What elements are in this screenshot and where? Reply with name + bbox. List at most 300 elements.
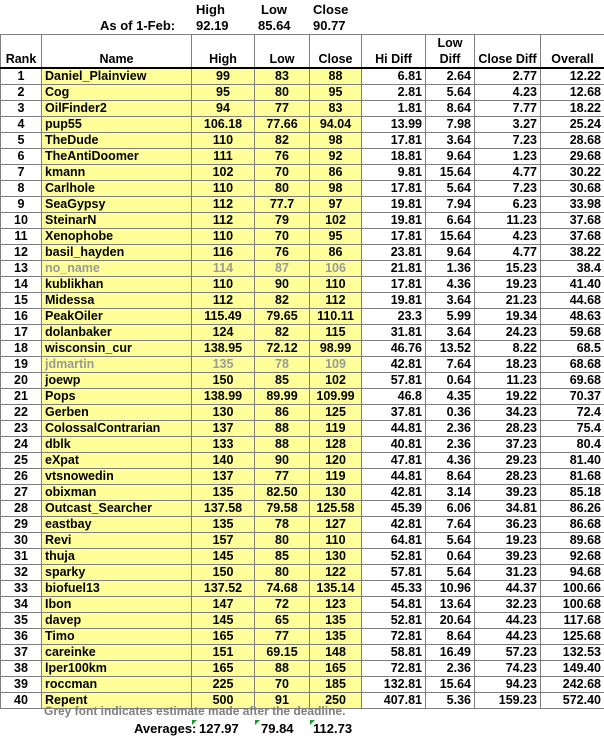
cell-hi-diff: 57.81 [362,565,426,581]
cell-low: 87 [255,261,310,277]
cell-overall: 18.22 [541,101,604,117]
cell-rank: 35 [1,613,42,629]
cell-close: 148 [310,645,362,661]
table-row [1,181,604,197]
table-row [1,341,604,357]
cell-hi-diff: 58.81 [362,645,426,661]
cell-hi-diff: 42.81 [362,517,426,533]
cell-rank: 21 [1,389,42,405]
cell-high: 99 [192,68,255,85]
cell-overall: 100.68 [541,597,604,613]
cell-close-diff: 19.22 [475,389,541,405]
cell-hi-diff: 23.3 [362,309,426,325]
cell-close: 102 [310,373,362,389]
cell-close-diff: 57.23 [475,645,541,661]
cell-name: Repent [42,693,192,709]
table-row [1,277,604,293]
cell-rank: 24 [1,437,42,453]
table-row [1,565,604,581]
ref-high-label: High [196,2,225,17]
cell-close: 165 [310,661,362,677]
header-close: Close [310,35,362,69]
cell-overall: 30.22 [541,165,604,181]
cell-name: eXpat [42,453,192,469]
cell-overall: 117.68 [541,613,604,629]
table-row [1,501,604,517]
average-low: 79.84 [261,721,294,736]
cell-name: lper100km [42,661,192,677]
cell-hi-diff: 132.81 [362,677,426,693]
cell-low: 72.12 [255,341,310,357]
cell-high: 110 [192,277,255,293]
cell-low-diff: 5.99 [426,309,475,325]
cell-rank: 12 [1,245,42,261]
average-high: 127.97 [199,721,239,736]
cell-low: 91 [255,693,310,709]
cell-overall: 132.53 [541,645,604,661]
cell-high: 137 [192,469,255,485]
cell-overall: 72.4 [541,405,604,421]
cell-rank: 34 [1,597,42,613]
cell-low-diff: 15.64 [426,677,475,693]
averages-row [0,720,604,738]
cell-low: 82 [255,133,310,149]
cell-rank: 4 [1,117,42,133]
cell-overall: 48.63 [541,309,604,325]
cell-high: 112 [192,197,255,213]
cell-hi-diff: 52.81 [362,549,426,565]
cell-name: davep [42,613,192,629]
table-row [1,117,604,133]
table-row [1,165,604,181]
cell-name: Revi [42,533,192,549]
cell-close-diff: 94.23 [475,677,541,693]
cell-close: 110 [310,277,362,293]
cell-low: 79.58 [255,501,310,517]
cell-high: 112 [192,213,255,229]
cell-low: 80 [255,533,310,549]
cell-high: 145 [192,549,255,565]
cell-low: 83 [255,68,310,85]
cell-close: 109 [310,357,362,373]
cell-close-diff: 6.23 [475,197,541,213]
cell-high: 135 [192,485,255,501]
cell-overall: 86.68 [541,517,604,533]
cell-name: wisconsin_cur [42,341,192,357]
cell-rank: 11 [1,229,42,245]
cell-low-diff: 5.64 [426,181,475,197]
ref-low-label: Low [261,2,287,17]
table-row [1,485,604,501]
cell-rank: 37 [1,645,42,661]
cell-name: SteinarN [42,213,192,229]
cell-close-diff: 39.23 [475,549,541,565]
cell-low-diff: 10.96 [426,581,475,597]
cell-high: 110 [192,229,255,245]
header-low: Low [255,35,310,69]
cell-high: 106.18 [192,117,255,133]
header-rank: Rank [1,35,42,69]
cell-low-diff: 4.35 [426,389,475,405]
cell-hi-diff: 19.81 [362,293,426,309]
cell-high: 138.95 [192,341,255,357]
cell-rank: 5 [1,133,42,149]
table-body [1,68,604,709]
cell-low-diff: 8.64 [426,101,475,117]
cell-hi-diff: 19.81 [362,197,426,213]
cell-low-diff: 5.64 [426,85,475,101]
cell-close-diff: 19.23 [475,533,541,549]
table-row [1,373,604,389]
cell-hi-diff: 18.81 [362,149,426,165]
cell-close: 119 [310,469,362,485]
cell-low-diff: 0.36 [426,405,475,421]
cell-rank: 26 [1,469,42,485]
cell-name: Xenophobe [42,229,192,245]
cell-rank: 27 [1,485,42,501]
cell-rank: 38 [1,661,42,677]
cell-hi-diff: 42.81 [362,485,426,501]
cell-low-diff: 2.36 [426,421,475,437]
cell-hi-diff: 64.81 [362,533,426,549]
cell-low-diff: 8.64 [426,629,475,645]
header-name: Name [42,35,192,69]
table-row [1,533,604,549]
table-row [1,133,604,149]
cell-rank: 17 [1,325,42,341]
cell-close: 130 [310,549,362,565]
cell-close: 110.11 [310,309,362,325]
cell-overall: 81.40 [541,453,604,469]
cell-rank: 33 [1,581,42,597]
cell-overall: 29.68 [541,149,604,165]
cell-name: OilFinder2 [42,101,192,117]
cell-high: 137.58 [192,501,255,517]
cell-hi-diff: 42.81 [362,357,426,373]
cell-close: 95 [310,85,362,101]
cell-high: 137 [192,421,255,437]
cell-low-diff: 6.06 [426,501,475,517]
cell-high: 135 [192,517,255,533]
cell-name: no_name [42,261,192,277]
cell-high: 95 [192,85,255,101]
cell-low: 76 [255,149,310,165]
cell-hi-diff: 47.81 [362,453,426,469]
table-row [1,469,604,485]
cell-low: 77.66 [255,117,310,133]
header-high: High [192,35,255,69]
cell-low-diff: 6.64 [426,213,475,229]
cell-rank: 30 [1,533,42,549]
cell-overall: 100.66 [541,581,604,597]
cell-overall: 81.68 [541,469,604,485]
cell-close: 102 [310,213,362,229]
cell-low: 82.50 [255,485,310,501]
cell-close-diff: 74.23 [475,661,541,677]
cell-close-diff: 1.23 [475,149,541,165]
cell-close: 120 [310,453,362,469]
cell-name: Daniel_Plainview [42,68,192,85]
cell-hi-diff: 17.81 [362,229,426,245]
cell-hi-diff: 31.81 [362,325,426,341]
cell-close-diff: 36.23 [475,517,541,533]
cell-low: 89.99 [255,389,310,405]
cell-overall: 59.68 [541,325,604,341]
cell-rank: 32 [1,565,42,581]
cell-close-diff: 7.23 [475,133,541,149]
cell-close-diff: 21.23 [475,293,541,309]
cell-close-diff: 32.23 [475,597,541,613]
cell-name: TheDude [42,133,192,149]
cell-name: PeakOiler [42,309,192,325]
cell-close: 106 [310,261,362,277]
cell-name: Midessa [42,293,192,309]
cell-hi-diff: 21.81 [362,261,426,277]
cell-high: 165 [192,661,255,677]
ref-close-value: 90.77 [313,18,346,33]
cell-high: 150 [192,373,255,389]
cell-hi-diff: 9.81 [362,165,426,181]
cell-name: Outcast_Searcher [42,501,192,517]
cell-high: 116 [192,245,255,261]
cell-hi-diff: 44.81 [362,421,426,437]
cell-close-diff: 37.23 [475,437,541,453]
table-row [1,597,604,613]
cell-close: 98 [310,133,362,149]
averages-label: Averages: [134,721,197,736]
table-row [1,453,604,469]
cell-rank: 28 [1,501,42,517]
cell-name: careinke [42,645,192,661]
cell-low-diff: 15.64 [426,165,475,181]
cell-low: 86 [255,405,310,421]
cell-close-diff: 11.23 [475,373,541,389]
cell-close-diff: 4.77 [475,165,541,181]
cell-name: Timo [42,629,192,645]
cell-rank: 25 [1,453,42,469]
cell-close-diff: 34.23 [475,405,541,421]
cell-close: 130 [310,485,362,501]
header-hi-diff: Hi Diff [362,35,426,69]
cell-close-diff: 28.23 [475,421,541,437]
cell-close: 97 [310,197,362,213]
cell-overall: 89.68 [541,533,604,549]
cell-high: 111 [192,149,255,165]
cell-high: 110 [192,181,255,197]
cell-name: Cog [42,85,192,101]
cell-hi-diff: 13.99 [362,117,426,133]
cell-close: 98.99 [310,341,362,357]
cell-low: 90 [255,277,310,293]
cell-rank: 40 [1,693,42,709]
table-row [1,581,604,597]
cell-close-diff: 19.23 [475,277,541,293]
table-row [1,437,604,453]
cell-low: 82 [255,325,310,341]
cell-overall: 37.68 [541,229,604,245]
cell-close: 92 [310,149,362,165]
cell-overall: 86.26 [541,501,604,517]
cell-high: 140 [192,453,255,469]
cell-hi-diff: 57.81 [362,373,426,389]
cell-overall: 69.68 [541,373,604,389]
cell-rank: 19 [1,357,42,373]
cell-overall: 38.22 [541,245,604,261]
ref-low-value: 85.64 [258,18,291,33]
cell-low-diff: 16.49 [426,645,475,661]
table-row [1,517,604,533]
cell-low: 69.15 [255,645,310,661]
cell-low-diff: 9.64 [426,149,475,165]
cell-hi-diff: 52.81 [362,613,426,629]
footnote: Grey font indicates estimate made after the deadline. [44,704,346,718]
cell-name: kublikhan [42,277,192,293]
cell-low: 77.7 [255,197,310,213]
cell-close-diff: 24.23 [475,325,541,341]
table-row [1,325,604,341]
cell-close: 135.14 [310,581,362,597]
cell-close: 119 [310,421,362,437]
cell-overall: 94.68 [541,565,604,581]
cell-close: 86 [310,165,362,181]
cell-overall: 12.68 [541,85,604,101]
cell-low: 88 [255,421,310,437]
cell-close-diff: 44.23 [475,613,541,629]
cell-hi-diff: 19.81 [362,213,426,229]
cell-name: joewp [42,373,192,389]
cell-close-diff: 7.23 [475,181,541,197]
cell-overall: 85.18 [541,485,604,501]
cell-low-diff: 13.52 [426,341,475,357]
cell-rank: 13 [1,261,42,277]
cell-low: 79 [255,213,310,229]
cell-marker-icon [192,720,197,725]
cell-low: 88 [255,661,310,677]
cell-low-diff: 3.64 [426,325,475,341]
cell-close: 135 [310,629,362,645]
cell-rank: 15 [1,293,42,309]
table-row [1,421,604,437]
cell-close-diff: 8.22 [475,341,541,357]
cell-rank: 18 [1,341,42,357]
cell-close: 135 [310,613,362,629]
cell-name: ColossalContrarian [42,421,192,437]
cell-low-diff: 3.64 [426,293,475,309]
cell-close: 86 [310,245,362,261]
cell-close-diff: 4.77 [475,245,541,261]
cell-high: 115.49 [192,309,255,325]
cell-name: eastbay [42,517,192,533]
table-row [1,197,604,213]
cell-hi-diff: 37.81 [362,405,426,421]
cell-low-diff: 8.64 [426,469,475,485]
cell-high: 138.99 [192,389,255,405]
cell-rank: 23 [1,421,42,437]
cell-name: roccman [42,677,192,693]
cell-low: 77 [255,101,310,117]
cell-overall: 70.37 [541,389,604,405]
cell-close: 109.99 [310,389,362,405]
cell-rank: 1 [1,68,42,85]
cell-low: 72 [255,597,310,613]
cell-close-diff: 44.37 [475,581,541,597]
cell-low-diff: 15.64 [426,229,475,245]
cell-rank: 36 [1,629,42,645]
cell-rank: 6 [1,149,42,165]
cell-low-diff: 7.98 [426,117,475,133]
cell-close: 94.04 [310,117,362,133]
table-row [1,101,604,117]
table-row [1,389,604,405]
cell-rank: 14 [1,277,42,293]
table-row [1,229,604,245]
cell-low: 80 [255,181,310,197]
cell-rank: 9 [1,197,42,213]
cell-rank: 3 [1,101,42,117]
cell-close-diff: 18.23 [475,357,541,373]
cell-hi-diff: 23.81 [362,245,426,261]
cell-close-diff: 19.34 [475,309,541,325]
cell-hi-diff: 407.81 [362,693,426,709]
cell-high: 110 [192,133,255,149]
table-row [1,149,604,165]
cell-close-diff: 28.23 [475,469,541,485]
cell-high: 145 [192,613,255,629]
cell-hi-diff: 72.81 [362,661,426,677]
cell-overall: 33.98 [541,197,604,213]
cell-low-diff: 3.14 [426,485,475,501]
cell-hi-diff: 45.39 [362,501,426,517]
cell-close: 98 [310,181,362,197]
cell-overall: 38.4 [541,261,604,277]
cell-close-diff: 15.23 [475,261,541,277]
cell-name: dblk [42,437,192,453]
cell-close: 115 [310,325,362,341]
cell-high: 137.52 [192,581,255,597]
cell-rank: 10 [1,213,42,229]
table-row [1,309,604,325]
header-row [1,35,604,69]
cell-overall: 68.5 [541,341,604,357]
header-low-diff: Low Diff [426,35,475,69]
cell-overall: 28.68 [541,133,604,149]
cell-rank: 2 [1,85,42,101]
cell-high: 124 [192,325,255,341]
cell-close: 88 [310,68,362,85]
cell-high: 112 [192,293,255,309]
cell-low: 82 [255,293,310,309]
cell-low-diff: 5.64 [426,533,475,549]
cell-low: 78 [255,517,310,533]
cell-close-diff: 34.81 [475,501,541,517]
cell-low: 77 [255,469,310,485]
cell-hi-diff: 6.81 [362,68,426,85]
cell-name: vtsnowedin [42,469,192,485]
table-row [1,645,604,661]
cell-overall: 92.68 [541,549,604,565]
cell-hi-diff: 46.76 [362,341,426,357]
cell-overall: 125.68 [541,629,604,645]
cell-low-diff: 2.36 [426,661,475,677]
table-row [1,357,604,373]
cell-hi-diff: 44.81 [362,469,426,485]
cell-low-diff: 7.64 [426,517,475,533]
cell-rank: 8 [1,181,42,197]
cell-marker-icon [255,720,260,725]
cell-rank: 31 [1,549,42,565]
cell-close: 127 [310,517,362,533]
cell-overall: 242.68 [541,677,604,693]
